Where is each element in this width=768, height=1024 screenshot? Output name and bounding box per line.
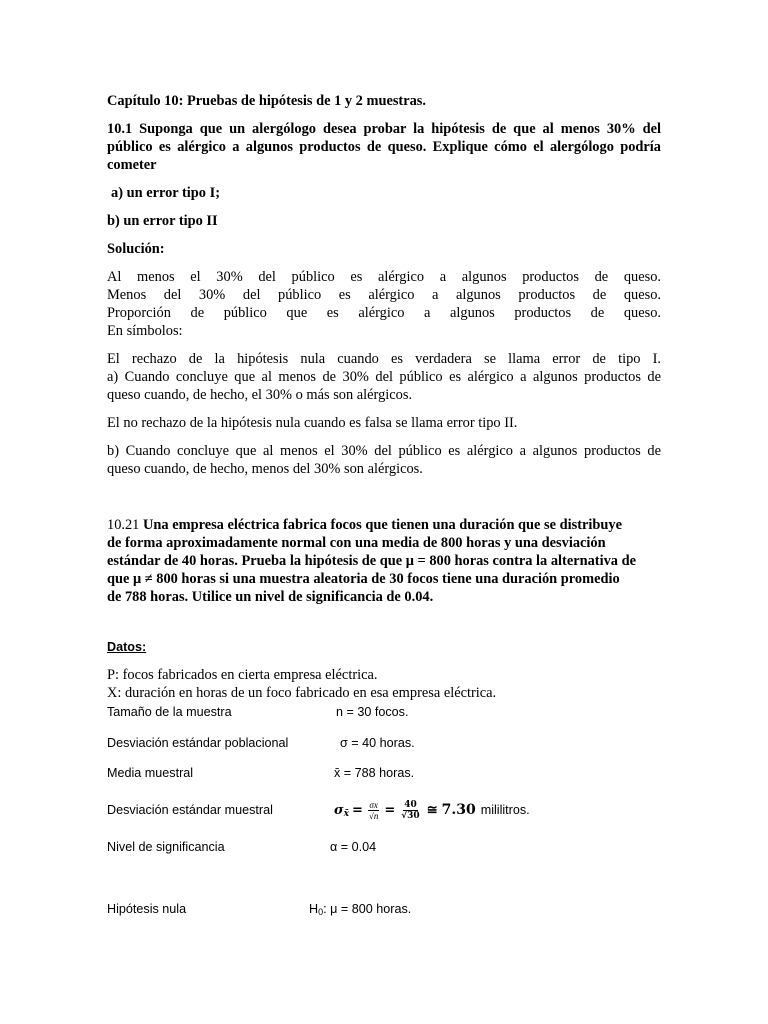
formula-fraction-1: $\frac{\sigma x}{√n}$ xyxy=(368,799,379,821)
formula-sample-sd xyxy=(334,793,530,827)
type1-a-line1: a) Cuando concluye que al menos de 30% del público es alérgico a algunos productos de xyxy=(107,369,661,385)
formula-fraction-2: $\frac{40}{√30}$ xyxy=(401,799,420,821)
ex2-line1 xyxy=(107,516,667,534)
ex1-item-b: b) un error tipo II xyxy=(107,213,218,229)
ex2-line5: de 788 horas. Utilice un nivel de significancia de 0.04. xyxy=(107,589,434,605)
ex2-number: 10.21 xyxy=(107,517,140,533)
label-sample-sd: Desviación estándar muestral xyxy=(107,803,273,817)
ex1-item-a: a) un error tipo I; xyxy=(111,185,220,201)
ex2-line3: estándar de 40 horas. Prueba la hipótesis de que μ = 800 horas contra la alternativa de xyxy=(107,553,636,569)
formula-equals-2: = xyxy=(384,802,396,818)
formula-unit: mililitros. xyxy=(480,803,530,817)
ex1-statement-line3: cometer xyxy=(107,157,157,173)
formula-result: 7.30 xyxy=(441,802,476,818)
formula-approx: ≅ xyxy=(426,802,438,818)
solution-line3: Proporción de público que es alérgico a algunos productos de queso. xyxy=(107,305,661,321)
datos-x-line: X: duración en horas de un foco fabricado en esa empresa eléctrica. xyxy=(107,685,497,701)
label-null-hypothesis: Hipótesis nula xyxy=(107,902,187,916)
datos-heading: Datos: xyxy=(107,640,147,654)
chapter-title: Capítulo 10: Pruebas de hipótesis de 1 y 2 muestras. xyxy=(107,93,427,109)
value-sample-size: n = 30 focos. xyxy=(336,705,409,719)
value-null-hypothesis: $H_0$: μ = 800 horas. xyxy=(309,902,412,917)
ex1-statement-line2: público es alérgico a algunos productos de queso. Explique cómo el alergólogo podría xyxy=(107,139,661,155)
solution-line4: En símbolos: xyxy=(107,323,183,339)
solution-line1: Al menos el 30% del público es alérgico a algunos productos de queso. xyxy=(107,269,661,285)
ex1-statement-line1: 10.1 Suponga que un alergólogo desea probar la hipótesis de que al menos 30% del xyxy=(107,121,661,137)
ex2-line4: que μ ≠ 800 horas si una muestra aleatoria de 30 focos tiene una duración promedio xyxy=(107,571,620,587)
type2-b-line2: queso cuando, de hecho, menos del 30% son alérgicos. xyxy=(107,461,423,477)
solution-label: Solución: xyxy=(107,241,165,257)
value-sample-mean: x̄ = 788 horas. xyxy=(334,766,415,780)
solution-line2: Menos del 30% del público es alérgico a algunos productos de queso. xyxy=(107,287,661,303)
datos-p-line: P: focos fabricados en cierta empresa eléctrica. xyxy=(107,667,378,683)
ex2-line1-text: Una empresa eléctrica fabrica focos que tienen una duración que se distribuye xyxy=(143,517,622,533)
ex2-line2: de forma aproximadamente normal con una media de 800 horas y una desviación xyxy=(107,535,606,551)
label-population-sd: Desviación estándar poblacional xyxy=(107,736,289,750)
type1-a-line2: queso cuando, de hecho, el 30% o más son alérgicos. xyxy=(107,387,413,403)
formula-equals-1: = xyxy=(351,802,363,818)
label-significance: Nivel de significancia xyxy=(107,840,225,854)
value-population-sd: σ = 40 horas. xyxy=(340,736,415,750)
type2-definition: El no rechazo de la hipótesis nula cuando es falsa se llama error tipo II. xyxy=(107,415,518,431)
label-sample-mean: Media muestral xyxy=(107,766,194,780)
type2-b-line1: b) Cuando concluye que al menos el 30% del público es alérgico a algunos productos de xyxy=(107,443,661,459)
value-significance: α = 0.04 xyxy=(330,840,377,854)
formula-lhs: $\sigma_{x̄}$ xyxy=(334,802,349,819)
label-sample-size: Tamaño de la muestra xyxy=(107,705,232,719)
type1-definition: El rechazo de la hipótesis nula cuando es verdadera se llama error de tipo I. xyxy=(107,351,661,367)
